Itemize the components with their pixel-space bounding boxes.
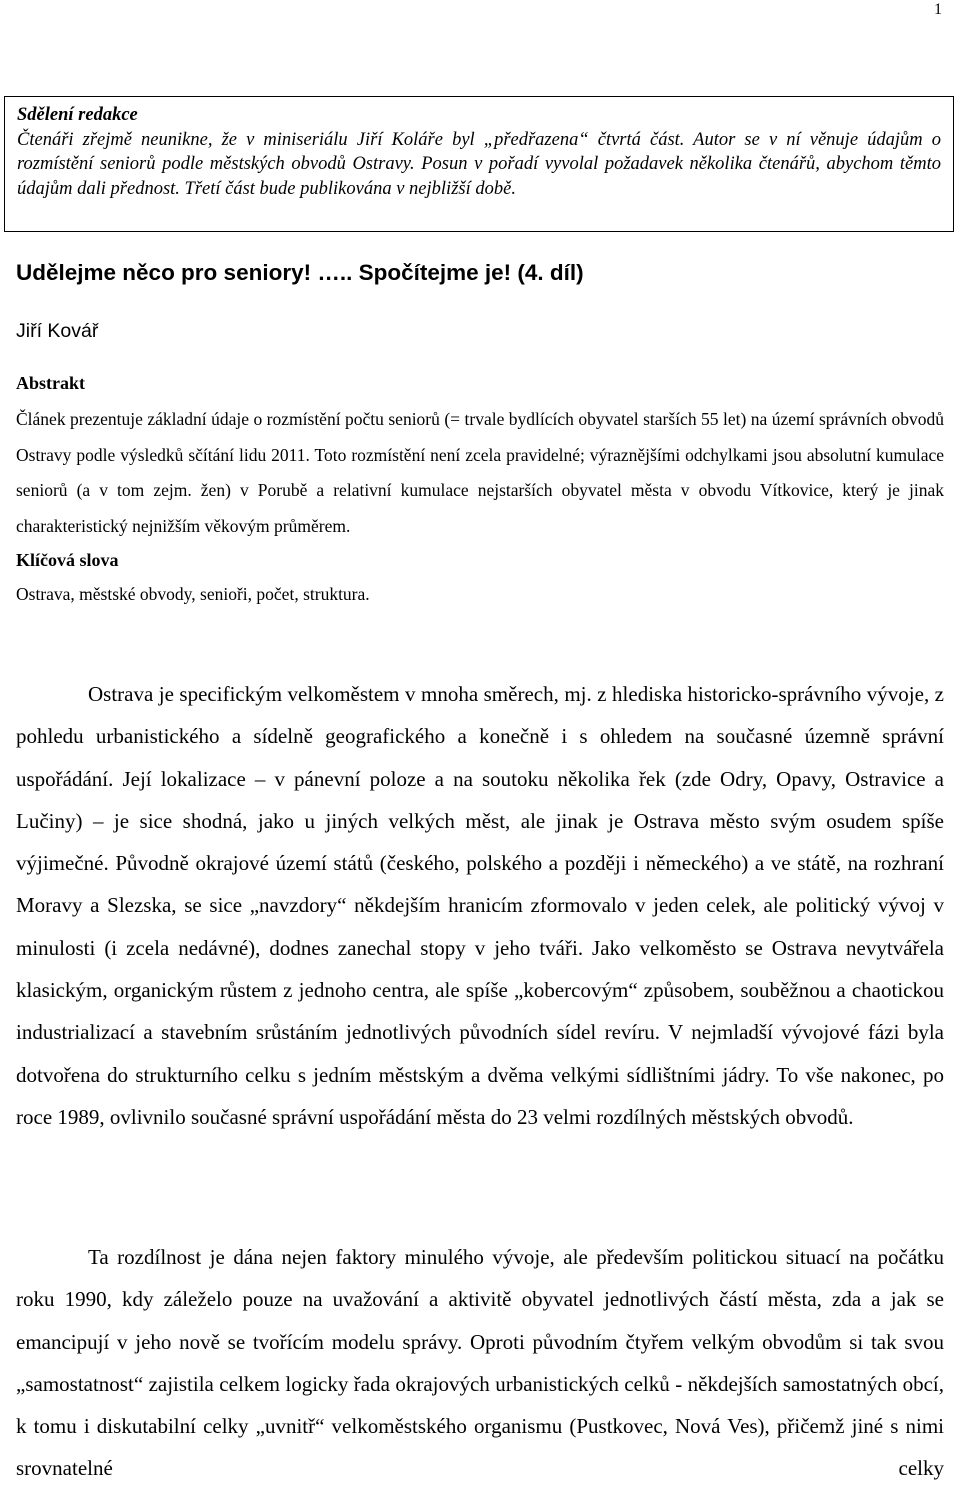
article-title: Udělejme něco pro seniory! ….. Spočítejme je! (4. díl) bbox=[16, 260, 584, 285]
keywords-text: Ostrava, městské obvody, senioři, počet, struktura. bbox=[16, 584, 370, 604]
body-paragraph-1: Ostrava je specifickým velkoměstem v mnoha směrech, mj. z hlediska historicko-správního vývoje, z pohledu urbanistického a sídelně geografického a konečně i s ohledem na současné územně správní uspořádání. Její lokalizace – v pánevní poloze a na soutoku několika řek (zde Odry, Opavy, Ostravice a Lučiny) – je sice shodná, jako u jiných velkých měst, ale jinak je Ostrava město svým osudem spíše výjimečné. Původně okrajové území států (českého, polského a později i německého) a ve státě, na rozhraní Moravy a Slezska, se sice „navzdory“ někdejším hranicím zformovalo v jeden celek, ale politický vývoj v minulosti (i zcela nedávné), dodnes zanechal stopy v jeho tváři. Jako velkoměsto se Ostrava nevytvářela klasickým, organickým růstem z jednoho centra, ale spíše „kobercovým“ způsobem, souběžnou a chaotickou industrializací a stavebním srůstáním jednotlivých původních sídel revíru. V nejmladší vývojové fázi byla dotvořena do strukturního celku s jedním městským a dvěma velkými sídlištními jádry. To vše nakonec, po roce 1989, ovlivnilo současné správní uspořádání města do 23 velmi rozdílných městských obvodů. bbox=[16, 682, 944, 1129]
notice-text: Čtenáři zřejmě neunikne, že v miniseriálu Jiří Koláře byl „předřazena“ čtvrtá část. Autor se v ní věnuje údajům o rozmístění seniorů podle městských obvodů Ostravy. Posun v pořadí vyvolal požadavek několika čtenářů, abychom těmto údajům dali přednost. Třetí část bude publikována v nejbližší době. bbox=[17, 129, 941, 199]
abstract-heading: Abstrakt bbox=[16, 373, 86, 393]
notice-title: Sdělení redakce bbox=[17, 105, 138, 125]
body-paragraph-2: Ta rozdílnost je dána nejen faktory minulého vývoje, ale především politickou situací na počátku roku 1990, kdy záleželo pouze na uvažování a aktivitě obyvatel jednotlivých částí města, zda a jak se emancipují v jeho nově se tvořícím modelu správy. Oproti původním čtyřem velkým obvodům si tak svou „samostatnost“ zajistila celkem logicky řada okrajových urbanistických celků - někdejších samostatných obcí, k tomu i diskutabilní celky „uvnitř“ velkoměstského organismu (Pustkovec, Nová Ves), přičemž jiné s nimi srovnatelné celky bbox=[16, 1245, 944, 1481]
page-number: 1 bbox=[934, 1, 942, 18]
keywords-heading: Klíčová slova bbox=[16, 550, 119, 570]
abstract-text: Článek prezentuje základní údaje o rozmístění počtu seniorů (= trvale bydlících obyvatel starších 55 let) na území správních obvodů Ostravy podle výsledků sčítání lidu 2011. Toto rozmístění není zcela pravidelné; výraznějšími odchylkami jsou absolutní kumulace seniorů (a v tom zejm. žen) v Porubě a relativní kumulace nejstarších obyvatel města v obvodu Vítkovice, který je jinak charakteristický nejnižším věkovým průměrem. bbox=[16, 409, 944, 536]
author-name: Jiří Kovář bbox=[16, 320, 99, 342]
editorial-notice bbox=[4, 96, 954, 232]
